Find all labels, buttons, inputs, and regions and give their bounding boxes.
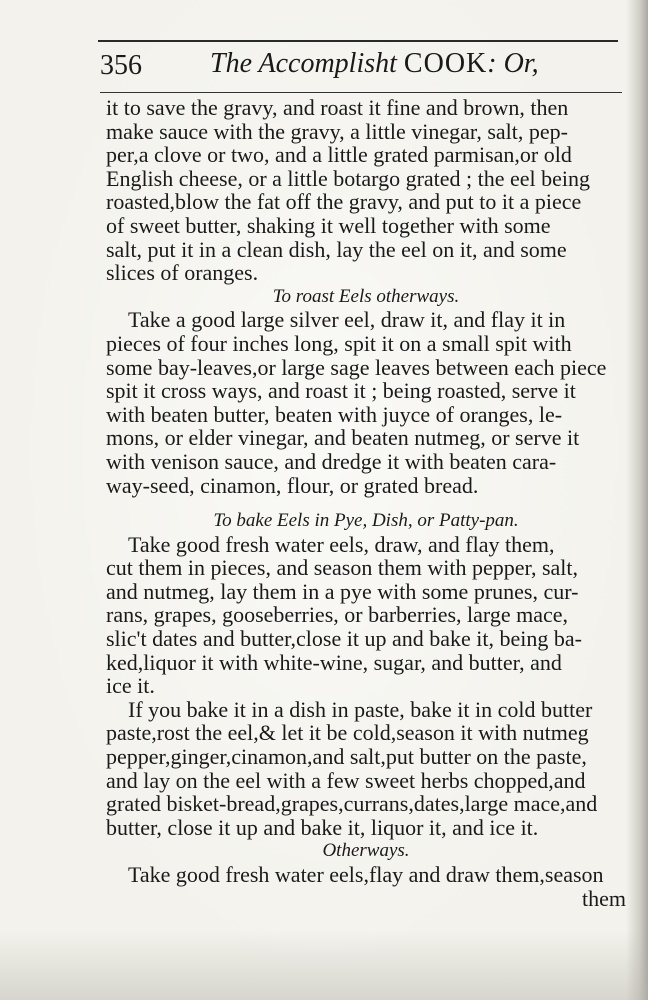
text-line: pepper,ginger,cinamon,and salt,put butter on the paste, — [106, 744, 587, 770]
text-line: make sauce with the gravy, a little vinegar, salt, pep- — [106, 118, 568, 144]
text-line: English cheese, or a little botargo grated ; the eel being — [106, 165, 591, 191]
text-line: per,a clove or two, and a little grated parmisan,or old — [106, 142, 572, 168]
running-title — [210, 48, 539, 80]
text-line: slices of oranges. — [106, 260, 259, 286]
text-line: roasted,blow the fat off the gravy, and put to it a piece — [106, 189, 582, 215]
text-line: rans, grapes, gooseberries, or barberries, large mace, — [106, 602, 568, 628]
recipe-heading: To bake Eels in Pye, Dish, or Patty-pan. — [213, 510, 519, 532]
text-line: of sweet butter, shaking it well together with some — [106, 212, 551, 238]
recipe-heading: Otherways. — [322, 840, 410, 862]
text-line: spit it cross ways, and roast it ; being roasted, serve it — [106, 378, 576, 404]
page-number: 356 — [100, 50, 142, 81]
running-header — [100, 44, 620, 88]
running-title-end: : Or, — [487, 48, 539, 79]
text-line: Take good fresh water eels,flay and draw them,season — [128, 862, 604, 887]
text-line: pieces of four inches long, spit it on a small spit with — [106, 330, 572, 356]
spacer — [106, 497, 626, 509]
page-bottom-shadow — [0, 930, 648, 1000]
text-line: slic't dates and butter,close it up and bake it, being ba- — [106, 626, 582, 652]
running-title-italic: The Accomplisht — [210, 48, 397, 79]
text-line: some bay-leaves,or large sage leaves between each piece — [106, 354, 607, 380]
text-line: paste,rost the eel,& let it be cold,season it with nutmeg — [106, 720, 589, 746]
text-line: with beaten butter, beaten with juyce of oranges, le- — [106, 401, 563, 427]
body-text — [106, 96, 626, 910]
text-line: and lay on the eel with a few sweet herbs chopped,and — [106, 767, 586, 793]
text-line: mons, or elder vinegar, and beaten nutmeg, or serve it — [106, 425, 580, 451]
text-line: Take a good large silver eel, draw it, and flay it in — [128, 307, 566, 333]
text-line: it to save the gravy, and roast it fine and brown, then — [106, 95, 569, 120]
text-line: grated bisket-bread,grapes,currans,dates,large mace,and — [106, 791, 598, 817]
text-line: butter, close it up and bake it, liquor it, and ice it. — [106, 814, 539, 840]
header-rule — [100, 92, 622, 93]
text-line: and nutmeg, lay them in a pye with some prunes, cur- — [106, 578, 579, 604]
running-title-caps: COOK — [403, 48, 488, 79]
text-line: If you bake it in a dish in paste, bake it in cold butter — [128, 696, 593, 722]
page-edge-shadow — [626, 0, 648, 1000]
text-line: them — [582, 885, 626, 911]
text-line: cut them in pieces, and season them with pepper, salt, — [106, 555, 578, 581]
text-line: ked,liquor it with white-wine, sugar, and butter, and — [106, 649, 562, 675]
text-line: way-seed, cinamon, flour, or grated bread. — [106, 472, 479, 498]
text-line: Take good fresh water eels, draw, and flay them, — [128, 531, 555, 557]
text-line: ice it. — [106, 673, 155, 699]
recipe-heading: To roast Eels otherways. — [272, 285, 460, 307]
text-line: salt, put it in a clean dish, lay the eel on it, and some — [106, 236, 567, 262]
text-line: with venison sauce, and dredge it with beaten cara- — [106, 448, 557, 474]
top-rule — [98, 40, 618, 42]
